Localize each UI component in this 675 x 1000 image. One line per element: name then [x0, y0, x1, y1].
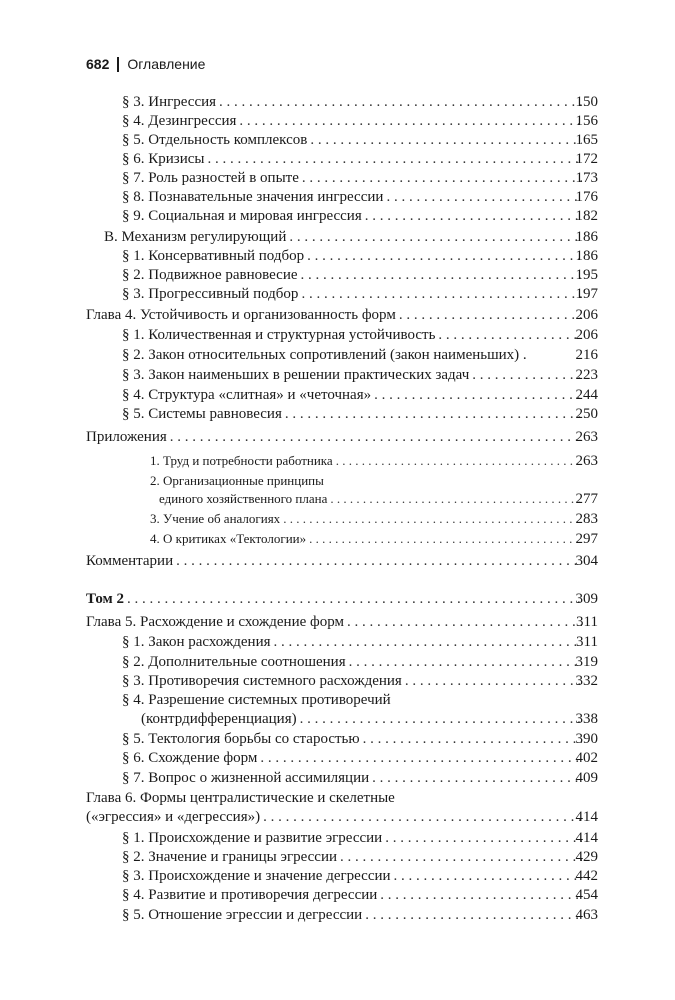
leader-dots: [263, 807, 582, 827]
toc-entry: [0, 529, 675, 549]
entry-title: § 3. Прогрессивный подбор: [122, 286, 299, 302]
entry-page: 414: [575, 830, 598, 846]
entry-title: § 1. Количественная и структурная устойчивость: [122, 327, 436, 343]
entry-page: 244: [575, 387, 598, 403]
entry-title: § 3. Ингрессия: [122, 94, 217, 110]
entry-title: Глава 5. Расхождение и схождение форм: [86, 614, 345, 630]
entry-title: Глава 6. Формы централистические и скелетные: [86, 790, 395, 806]
toc-entry: [0, 404, 675, 424]
leader-dots: [219, 92, 582, 112]
leader-dots: [302, 168, 582, 188]
leader-dots: [176, 551, 582, 571]
toc-entry: [0, 265, 675, 285]
entry-page: 311: [576, 634, 598, 650]
entry-title: § 3. Происхождение и значение дегрессии: [122, 868, 391, 884]
toc-entry: [0, 551, 675, 571]
toc-entry: [0, 885, 675, 905]
entry-page: 250: [575, 406, 598, 422]
entry-page: 165: [575, 132, 598, 148]
leader-dots: [289, 227, 582, 247]
entry-page: 311: [576, 614, 598, 630]
entry-page: 463: [575, 907, 598, 923]
page-number: 682: [86, 56, 110, 72]
entry-page: 277: [575, 491, 598, 507]
leader-dots: [307, 246, 582, 266]
entry-title: § 3. Противоречия системного расхождения: [122, 673, 402, 689]
leader-dots: [380, 885, 582, 905]
entry-title: § 8. Познавательные значения ингрессии: [122, 189, 384, 205]
toc-entry: [0, 709, 675, 729]
toc-entry: [0, 671, 675, 691]
entry-title: § 1. Консервативный подбор: [122, 248, 305, 264]
leader-dots: [274, 632, 582, 652]
leader-dots: [365, 206, 582, 226]
entry-title: § 4. Дезингрессия: [122, 113, 237, 129]
toc-entry: [0, 206, 675, 226]
entry-page: 409: [575, 770, 598, 786]
leader-dots: [260, 748, 582, 768]
entry-page: 173: [575, 170, 598, 186]
entry-title: 3. Учение об аналогиях: [150, 511, 281, 526]
toc-entry: [0, 807, 675, 827]
entry-title: § 5. Системы равновесия: [122, 406, 282, 422]
entry-page: 319: [575, 654, 598, 670]
entry-title: § 7. Вопрос о жизненной ассимиляции: [122, 770, 370, 786]
leader-dots: [283, 509, 582, 529]
entry-title: § 6. Кризисы: [122, 151, 205, 167]
leader-dots: [349, 652, 582, 672]
entry-title: § 4. Структура «слитная» и «четочная»: [122, 387, 372, 403]
entry-title: § 4. Разрешение системных противоречий: [122, 692, 391, 708]
toc-entry: [0, 509, 675, 529]
toc-entry: [0, 828, 675, 848]
leader-dots: [347, 612, 582, 632]
entry-page: 309: [575, 591, 598, 607]
entry-page: 150: [575, 94, 598, 110]
entry-page: 332: [575, 673, 598, 689]
entry-page: 454: [575, 887, 598, 903]
entry-title: 4. О критиках «Тектологии»: [150, 531, 307, 546]
toc-entry: [0, 427, 675, 447]
leader-dots: [394, 866, 582, 886]
toc-entry: [0, 489, 675, 509]
toc-entry: [0, 111, 675, 131]
entry-page: 338: [575, 711, 598, 727]
leader-dots: [363, 729, 582, 749]
toc-entry: [0, 451, 675, 471]
toc-entry: [0, 612, 675, 632]
entry-title: § 2. Значение и границы эгрессии: [122, 849, 338, 865]
leader-dots: [127, 589, 582, 609]
entry-title: 2. Организационные принципы: [150, 473, 324, 488]
entry-page: 414: [575, 809, 598, 825]
toc-entry: [0, 847, 675, 867]
entry-title: § 2. Дополнительные соотношения: [122, 654, 346, 670]
entry-title: § 5. Тектология борьбы со старостью: [122, 731, 360, 747]
toc-entry: [0, 748, 675, 768]
entry-title: § 7. Роль разностей в опыте: [122, 170, 299, 186]
entry-page: 390: [575, 731, 598, 747]
leader-dots: [365, 905, 582, 925]
leader-dots: [336, 451, 582, 471]
entry-page: 182: [575, 208, 598, 224]
entry-title: § 5. Отдельность комплексов: [122, 132, 308, 148]
entry-title: Приложения: [86, 429, 167, 445]
entry-page: 263: [575, 453, 598, 469]
leader-dots: [399, 305, 582, 325]
entry-page: 186: [575, 229, 598, 245]
entry-page: 442: [575, 868, 598, 884]
toc-entry: [0, 385, 675, 405]
toc-entry: [0, 345, 675, 365]
entry-page: 263: [575, 429, 598, 445]
entry-title: Комментарии: [86, 553, 174, 569]
entry-title: § 1. Закон расхождения: [122, 634, 271, 650]
entry-title: 1. Труд и потребности работника: [150, 453, 333, 468]
leader-dots: [385, 828, 582, 848]
leader-dots: [374, 385, 582, 405]
entry-title: («эгрессия» и «дегрессия»): [86, 809, 261, 825]
leader-dots: [309, 529, 582, 549]
leader-dots: [372, 768, 582, 788]
toc-entry: [0, 768, 675, 788]
toc-entry: [0, 168, 675, 188]
leader-dots: [300, 709, 582, 729]
entry-page: 172: [575, 151, 598, 167]
toc-entry: [0, 92, 675, 112]
leader-dots: [340, 847, 582, 867]
toc-entry: [0, 729, 675, 749]
entry-title: § 2. Подвижное равновесие: [122, 267, 298, 283]
entry-page: 195: [575, 267, 598, 283]
toc-entry: [0, 632, 675, 652]
leader-dots: [207, 149, 582, 169]
entry-page: 156: [575, 113, 598, 129]
entry-title: единого хозяйственного плана: [159, 491, 328, 506]
entry-page: 216: [575, 347, 598, 363]
toc-entry: [0, 866, 675, 886]
leader-dots: [405, 671, 582, 691]
entry-page: 206: [575, 307, 598, 323]
entry-title: § 4. Развитие и противоречия дегрессии: [122, 887, 378, 903]
entry-page: 283: [575, 511, 598, 527]
toc-entry: [0, 905, 675, 925]
entry-title: В. Механизм регулирующий: [104, 229, 287, 245]
toc-entry: [0, 325, 675, 345]
leader-dots: [170, 427, 582, 447]
toc-entry: [0, 187, 675, 207]
toc-entry: [0, 130, 675, 150]
entry-page: 197: [575, 286, 598, 302]
entry-page: 297: [575, 531, 598, 547]
toc-entry: [0, 652, 675, 672]
section-title: Оглавление: [127, 56, 206, 72]
entry-page: 176: [575, 189, 598, 205]
toc-entry: [0, 589, 675, 609]
leader-dots: [330, 489, 582, 509]
leader-dots: [285, 404, 582, 424]
entry-page: 402: [575, 750, 598, 766]
entry-page: 186: [575, 248, 598, 264]
entry-title: Глава 4. Устойчивость и организованность форм: [86, 307, 396, 323]
leader-dots: [301, 284, 582, 304]
entry-title: § 5. Отношение эгрессии и дегрессии: [122, 907, 363, 923]
leader-dots: [301, 265, 582, 285]
toc-entry: [0, 149, 675, 169]
entry-title: § 3. Закон наименьших в решении практических задач: [122, 367, 470, 383]
entry-title: § 9. Социальная и мировая ингрессия: [122, 208, 362, 224]
entry-page: 304: [575, 553, 598, 569]
entry-title: § 2. Закон относительных сопротивлений (закон наименьших) .: [122, 347, 527, 363]
toc-entry: [0, 284, 675, 304]
entry-page: 206: [575, 327, 598, 343]
leader-dots: [239, 111, 582, 131]
toc-entry: [0, 246, 675, 266]
entry-title: Том 2: [86, 591, 125, 607]
entry-page: 223: [575, 367, 598, 383]
leader-dots: [310, 130, 582, 150]
toc-entry: [0, 227, 675, 247]
leader-dots: [386, 187, 582, 207]
entry-title: (контрдифференциация): [141, 711, 297, 727]
entry-page: 429: [575, 849, 598, 865]
toc-entry: [0, 365, 675, 385]
toc-entry: [0, 305, 675, 325]
entry-title: § 1. Происхождение и развитие эгрессии: [122, 830, 383, 846]
entry-title: § 6. Схождение форм: [122, 750, 258, 766]
